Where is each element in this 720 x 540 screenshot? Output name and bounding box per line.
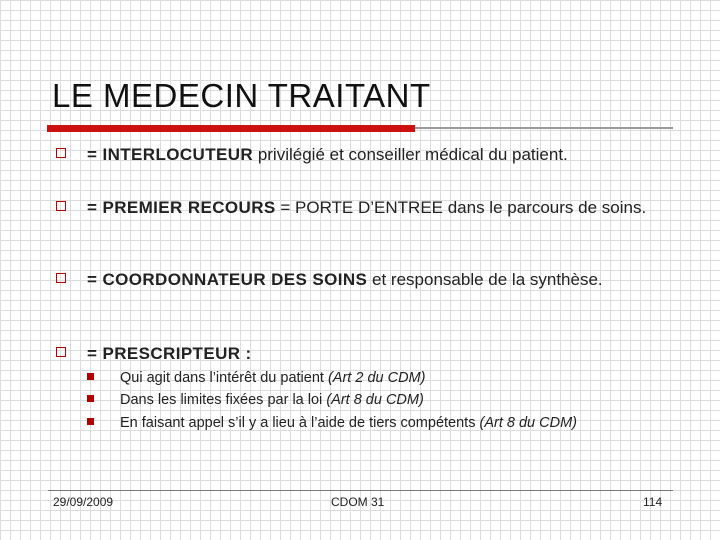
footer-page-number: 114 [643,495,663,509]
title-underline-rule [415,127,673,129]
hollow-square-bullet-icon [56,201,66,211]
hollow-square-bullet-icon [56,148,66,158]
filled-square-bullet-icon [87,395,94,402]
sub-bullet-reference: (Art 8 du CDM) [326,392,424,408]
sub-bullet-description: Dans les limites fixées par la loi [120,392,327,408]
bullet-description: privilégié et conseiller médical du patient. [253,145,568,164]
bullet-keyword: = INTERLOCUTEUR [87,145,254,164]
footer-divider [48,490,673,491]
slide-title: LE MEDECIN TRAITANT [52,77,431,114]
bullet-keyword: = COORDONNATEUR DES SOINS [87,270,368,289]
bullet-description: = PORTE D’ENTREE dans le parcours de soins. [275,198,647,217]
hollow-square-bullet-icon [56,273,66,283]
bullet-text [87,269,662,291]
bullet-description: et responsable de la synthèse. [367,270,603,289]
sub-bullet-text [120,369,660,388]
sub-bullet-reference: (Art 8 du CDM) [479,415,577,431]
bullet-keyword: = PREMIER RECOURS [87,198,276,217]
filled-square-bullet-icon [87,373,94,380]
bullet-text [87,197,662,219]
bullet-keyword: = PRESCRIPTEUR : [87,344,252,363]
sub-bullet-text [120,391,660,410]
sub-bullet-description: Qui agit dans l’intérêt du patient [120,370,328,386]
title-underline-accent [47,125,415,132]
sub-bullet-reference: (Art 2 du CDM) [327,370,426,386]
hollow-square-bullet-icon [56,347,66,357]
bullet-text [87,343,662,365]
sub-bullet-description: En faisant appel s’il y a lieu à l’aide de tiers compétents [120,415,480,431]
bullet-text [87,144,662,166]
footer-center-label: CDOM 31 [331,495,385,509]
footer-date: 29/09/2009 [53,495,114,509]
sub-bullet-text [120,414,660,433]
filled-square-bullet-icon [87,418,94,425]
